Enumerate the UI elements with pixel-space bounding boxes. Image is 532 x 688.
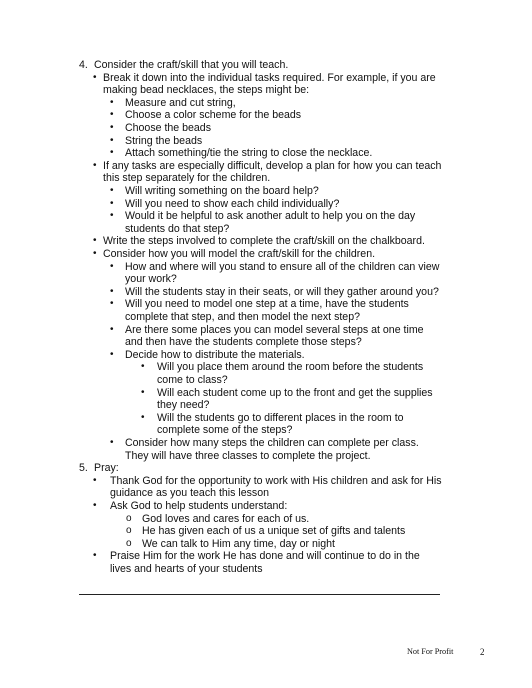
circle-marker: o — [126, 525, 132, 537]
list-text: your work? — [125, 273, 177, 286]
list-text: lives and hearts of your students — [110, 563, 263, 575]
circle-marker: o — [126, 537, 132, 549]
bullet-marker: • — [110, 323, 114, 335]
list-text: this step separately for the children. — [103, 172, 271, 185]
bullet-marker: • — [110, 185, 114, 196]
list-text: Are there some places you can model several steps at one time — [125, 323, 424, 336]
list-text: Ask God to help students understand: — [110, 500, 288, 512]
footer-note: Not For Profit — [407, 647, 454, 656]
list-text: Decide how to distribute the materials. — [125, 348, 305, 361]
bullet-marker: • — [110, 197, 114, 209]
page-number: 2 — [480, 647, 485, 657]
list-text: Choose the beads — [125, 122, 211, 134]
bullet-marker: • — [93, 159, 97, 171]
list-text: He has given each of us a unique set of gifts and talents — [142, 525, 406, 538]
bullet-marker: • — [110, 109, 114, 121]
list-text: Break it down into the individual tasks required. For example, if you are — [103, 71, 436, 84]
bullet-marker: • — [110, 260, 114, 272]
bullet-marker: • — [110, 122, 114, 133]
list-text: Measure and cut string, — [125, 96, 236, 109]
list-text: String the beads — [125, 134, 203, 147]
bullet-marker: • — [110, 96, 114, 108]
list-text: Consider how many steps the children can complete per class. — [125, 437, 419, 449]
list-text: They will have three classes to complete the project. — [125, 449, 371, 462]
bullet-marker: • — [141, 386, 145, 398]
list-text: Praise Him for the work He has done and will continue to do in the — [110, 550, 420, 563]
list-text: they need? — [157, 399, 210, 412]
bullet-marker: • — [93, 235, 97, 247]
list-text: students do that step? — [125, 222, 230, 235]
list-text: Will the students stay in their seats, or will they gather around you? — [125, 285, 439, 298]
circle-marker: o — [126, 512, 132, 524]
list-text: complete that step, and then model the next step? — [125, 311, 360, 323]
bullet-marker: • — [93, 248, 97, 259]
footer-rule — [79, 594, 440, 595]
bullet-marker: • — [110, 437, 114, 448]
item-number: 4. — [79, 59, 88, 71]
item-number: 5. — [79, 462, 88, 475]
list-text: Will each student come up to the front and get the supplies — [157, 386, 433, 399]
item-heading: Consider the craft/skill that you will teach. — [94, 59, 289, 71]
list-text: making bead necklaces, the steps might be: — [103, 84, 310, 97]
list-text: Will you place them around the room before the students — [157, 361, 424, 374]
bullet-marker: • — [93, 474, 97, 486]
bullet-marker: • — [110, 134, 114, 146]
list-text: God loves and cares for each of us. — [142, 512, 310, 525]
bullet-marker: • — [110, 298, 114, 310]
list-text: Consider how you will model the craft/skill for the children. — [103, 248, 376, 260]
list-text: How and where will you stand to ensure all of the children can view — [125, 260, 440, 273]
list-text: Will writing something on the board help? — [125, 185, 319, 197]
bullet-marker: • — [93, 500, 97, 511]
list-text: Will the students go to different places in the room to — [157, 411, 404, 424]
list-text: come to class? — [157, 374, 228, 386]
list-text: Will you need to show each child individually? — [125, 197, 340, 210]
bullet-marker: • — [110, 285, 114, 297]
bullet-marker: • — [110, 210, 114, 222]
list-text: Write the steps involved to complete the craft/skill on the chalkboard. — [103, 235, 425, 248]
list-text: Thank God for the opportunity to work with His children and ask for His — [110, 474, 442, 487]
bullet-marker: • — [110, 147, 114, 159]
list-text: We can talk to Him any time, day or night — [142, 537, 335, 550]
list-text: If any tasks are especially difficult, develop a plan for how you can teach — [103, 159, 442, 172]
list-text: guidance as you teach this lesson — [110, 487, 270, 500]
bullet-marker: • — [93, 550, 97, 562]
list-text: Attach something/tie the string to close the necklace. — [125, 147, 373, 160]
list-text: complete some of the steps? — [157, 424, 293, 437]
bullet-marker: • — [141, 411, 145, 423]
bullet-marker: • — [93, 71, 97, 83]
list-text: Would it be helpful to ask another adult to help you on the day — [125, 210, 416, 223]
list-text: Choose a color scheme for the beads — [125, 109, 302, 122]
list-text: Will you need to model one step at a time, have the students — [125, 298, 409, 311]
list-text: and then have the students complete those steps? — [125, 336, 362, 349]
item-heading: Pray: — [94, 462, 119, 475]
bullet-marker: • — [141, 361, 145, 373]
bullet-marker: • — [110, 348, 114, 360]
